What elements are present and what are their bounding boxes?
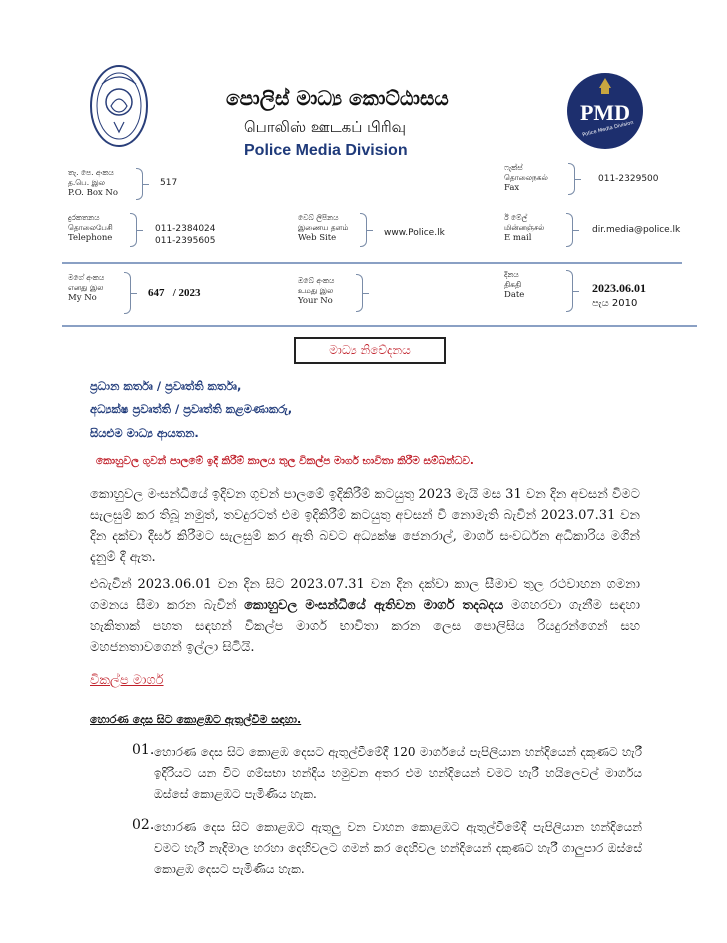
header-title-tamil: பொலிஸ் ஊடகப் பிரிவு <box>244 118 407 136</box>
addressee-line-3: සියළුම මාධ්‍ය ආයතන. <box>90 426 199 440</box>
website-label-en: Web Site <box>298 233 337 243</box>
telephone-label-ta: தொலைபேசி <box>68 223 113 232</box>
notice-title-box <box>294 337 446 364</box>
myno-label-ta: எனது இல <box>68 283 104 292</box>
paragraph-2 <box>90 574 640 658</box>
paragraph-2-post: මගහරවා ගැනීම සඳහා හැකිතාක් පහත සඳහන් විකල්ප මාර්ග භාවිතා කරන ලෙස පොලිසිය රියදුරන්ගෙන් සහ මහජනතාවගෙන් ඉල්ලා සිටියි. <box>90 598 640 655</box>
email-label-en: E mail <box>504 233 532 243</box>
header-title-english: Police Media Division <box>244 142 408 159</box>
fax-label-en: Fax <box>504 183 520 193</box>
pobox-value: 517 <box>160 178 178 188</box>
myno-label-en: My No <box>68 293 97 303</box>
subsection-heading: හොරණ දෙස සිට කොළඹට ඇතුල්වීම සඳහා. <box>90 713 302 726</box>
paragraph-2-pre: එබැවින් 2023.06.01 වන දින සිට 2023.07.31 වන දින දක්වා කාල සීමාව තුල රථවාහන ගමනා ගමනය සීමා කරන බැවින් <box>90 577 640 613</box>
addressee-line-2: අධ්‍යක්ෂ ප්‍රවෘත්ති / ප්‍රවෘත්ති කළමණාකරු, <box>90 402 293 416</box>
email-label-ta: மின்னஞ்சல் <box>504 223 545 232</box>
header-rule-top <box>62 262 682 264</box>
date-block <box>504 270 524 300</box>
subject-line: කොහුවල ගුවන් පාලමේ ඉදි කිරීම් කාලය තුල විකල්ප මාර්ග භාවිතා කිරීම සම්බන්ධව. <box>96 455 474 467</box>
telephone-brace <box>130 213 137 247</box>
telephone-value-2: 011-2395605 <box>155 236 216 246</box>
date-label-en: Date <box>504 290 525 300</box>
date-value: 2023.06.01 <box>592 281 646 295</box>
pobox-block <box>68 168 118 198</box>
pobox-label-si: තැ. පෙ. අංකය <box>68 168 114 177</box>
website-value: www.Police.lk <box>384 228 445 238</box>
email-value: dir.media@police.lk <box>592 225 681 235</box>
fax-label-si: ෆැක්ස් <box>504 163 523 172</box>
date-label-si: දිනය <box>504 270 519 279</box>
myno-value: 647 / 2023 <box>148 287 201 299</box>
date-brace <box>566 270 573 312</box>
fax-label-ta: தொலைநகல் <box>504 173 548 182</box>
pmd-logo-text: PMD <box>579 100 631 125</box>
myno-label-si: මගේ අංකය <box>68 273 105 282</box>
telephone-value-1: 011-2384024 <box>155 224 216 234</box>
myno-block <box>68 273 104 303</box>
pobox-brace <box>136 168 143 200</box>
fax-block <box>504 163 548 193</box>
yourno-block <box>298 276 334 306</box>
paragraph-2-bold: කොහුවල මංසන්ධියේ ඇතිවන මාර්ග තදබදය <box>244 598 504 613</box>
date-label-ta: திகதி <box>504 280 522 289</box>
police-emblem-logo <box>88 62 150 150</box>
pobox-label-en: P.O. Box No <box>68 188 118 198</box>
pmd-logo-subtext: Police Media Division <box>581 119 635 139</box>
email-brace <box>566 213 573 247</box>
myno-brace <box>124 272 131 314</box>
list-item-number: 02. <box>132 817 155 833</box>
yourno-label-en: Your No <box>298 296 333 306</box>
telephone-block <box>68 213 113 243</box>
fax-brace <box>568 163 575 195</box>
section-heading: විකල්ප මාර්ග <box>90 673 164 688</box>
list-item-text: හොරණ දෙස සිට කොළඹ දෙසට ඇතුල්වීමේදී 120 මාර්ගයේ පැපිලියාන හන්දියෙන් දකුණට හැරී ඉදිරියට යන විට ගම්සභා හන්දිය හමුවන අතර එම හන්දියෙන් වමට හැරී හයිලෙවල් මාර්ගය ඔස්සේ කොළඹට පැමිණිය හැක. <box>154 745 642 801</box>
website-label-ta: இணைய தளம் <box>298 223 349 232</box>
fax-value: 011-2329500 <box>598 174 659 184</box>
website-brace <box>360 213 367 247</box>
paragraph-1: කොහුවල මංසන්ධියේ ඉදිවන ගුවන් පාලමේ ඉදිකිරීම් කටයුතු 2023 මැයි මස 31 වන දින අවසන් විමට සැලසුම් කර තිබූ නමුත්, තවදුරටත් එම ඉදිකිරීම් කටයුතු අවසන් වී නොමැති බැවින් 2023.07.31 වන දින දක්වා දීර්ඝ කිරීමට සැලසුම් කර ඇති බවට අධ්‍යක්ෂ ජෙනරාල්, මාර්ග සංවර්ධන අධිකාරිය මගින් දැනුම් දී ඇත. <box>90 487 640 565</box>
header-title-sinhala: පොලිස් මාධ්‍ය කොට්ඨාසය <box>226 86 449 110</box>
pobox-label-ta: த.பெ. இல <box>68 178 105 187</box>
email-label-si: ඊ මේල් <box>504 213 528 222</box>
list-item-number: 01. <box>132 742 155 758</box>
yourno-label-si: ඔබේ අංකය <box>298 276 335 285</box>
list-item-text: හොරණ දෙස සිට කොළඹට ඇතුලු වන වාහන කොළඹට ඇතුල්වීමේදී පැපිලියාන හන්දියෙන් වමට හැරී නැදිමාල හරහා දෙහිවලට ගමන් කර දෙහිවල හන්දියෙන් දකුණට හැරී ගාලුපාර ඔස්සේ කොළඹ දෙසට පැමිණිය හැක. <box>154 820 642 876</box>
yourno-brace <box>356 274 363 312</box>
telephone-label-en: Telephone <box>68 233 113 243</box>
website-label-si: වෙබ් ලිපිනය <box>298 213 339 222</box>
pmd-logo <box>566 72 644 150</box>
yourno-label-ta: உமது இல <box>298 286 334 295</box>
notice-title: මාධ්‍ය නිවේදනය <box>329 343 411 357</box>
telephone-label-si: දුරකතනය <box>68 213 100 222</box>
website-block <box>298 213 348 243</box>
header-rule-bottom <box>62 325 697 327</box>
time-value: පැය 2010 <box>592 298 638 309</box>
addressee-line-1: ප්‍රධාන කර්තෘ / ප්‍රවෘත්ති කර්තෘ, <box>90 379 242 393</box>
email-block <box>504 213 544 243</box>
